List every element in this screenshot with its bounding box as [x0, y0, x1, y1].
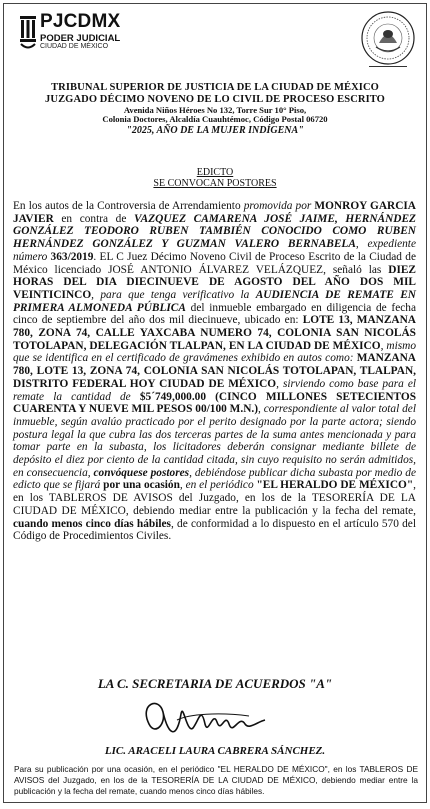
court-header — [4, 82, 426, 136]
notice-subtitle: SE CONVOCAN POSTORES — [153, 178, 277, 189]
address-line-2: Colonia Doctores, Alcaldía Cuauhtémoc, Código Postal 06720 — [102, 114, 328, 125]
call-for-bidders: convóquese postores — [93, 466, 190, 479]
body-text: promovida por — [243, 200, 312, 212]
auction-type: AUDIENCIA DE REMATE EN PRIMERA ALMONEDA PÚBLICA — [13, 288, 416, 314]
registry-description: MANZANA 780, LOTE 13, ZONA 74, COLONIA SAN NICOLÁS TOTOLAPAN, TLALPAN, DISTRITO FEDERAL HOY CIUDAD DE MÉXICO — [13, 352, 416, 390]
court-seal-icon — [360, 10, 416, 72]
property-address: LOTE 13, MANZANA 780, ZONA 74, CALLE YAXCABA NUMERO 74, COLONIA SAN NICOLÁS TOTOLAPAN, DELEGACIÓN TLALPAN, EN LA CIUDAD DE MÉXICO — [13, 314, 416, 352]
body-text: , en el periódico — [179, 479, 257, 492]
notice-heading — [4, 167, 426, 189]
body-text: , mismo que se identifica en el certificado de gravámenes exhibido en autos como: — [13, 339, 416, 365]
body-text: , de conformidad a lo dispuesto en el artículo 570 del Código de Procedimientos Civiles. — [13, 517, 416, 543]
plaintiff-name: MONROY GARCIA JAVIER — [13, 200, 417, 225]
body-text: , expediente número — [13, 238, 416, 263]
body-text: , sirviendo como base para el remate la cantidad de — [13, 377, 417, 403]
court-name: TRIBUNAL SUPERIOR DE JUSTICIA DE LA CIUDAD DE MÉXICO — [51, 82, 379, 93]
notice-title: EDICTO — [196, 167, 234, 178]
body-text: en contra de — [53, 212, 134, 225]
body-text: , para que tenga verificativo la — [91, 288, 256, 301]
publication-note: Para su publicación por una ocasión, en el periódico "EL HERALDO DE MÉXICO", en los TABLEROS DE AVISOS del Juzgado, en los de la TESORERÍA DE LA CIUDAD DE MÉXICO, debiendo mediar entre la publicación y la fecha del remate, cuando menos cinco días hábiles. — [14, 764, 418, 796]
body-text: En los autos de la Controversia de Arrendamiento — [13, 200, 244, 212]
case-number: 363/2019 — [50, 250, 94, 263]
hearing-date: DIEZ HORAS DEL DIA DIECINUEVE DE AGOSTO DEL AÑO DOS MIL VEINTICINCO — [13, 263, 416, 301]
pjcdmx-logo — [18, 12, 138, 54]
logo-name: PJCDMX — [40, 11, 121, 32]
edict-page — [3, 3, 427, 803]
body-text: , correspondiente al valor total del inmueble, según avalúo practicado por el perito designado por la parte actora; siendo postura legal la que cubra las dos terceras partes de la suma antes mencionada y para tomar parte en la subasta, los licitadores deberán consignar mediante billete de depósito el diez por ciento de la cantidad citada, sin cuyo requisito no serán admitidos, en consecuencia, — [13, 403, 416, 479]
signer-name: LIC. ARACELI LAURA CABRERA SÁNCHEZ. — [104, 745, 326, 757]
body-text: , en los TABLEROS DE AVISOS del Juzgado, en los de la TESORERÍA DE LA CIUDAD DE MÉXICO, debiendo mediar entre la publicación y la fecha del remate, — [13, 479, 416, 517]
logo-line2: CIUDAD DE MÉXICO — [40, 43, 109, 50]
body-text: , debiéndose publicar dicha subasta por medio de edicto que se fijará — [13, 466, 416, 492]
publication-frequency: por una ocasión — [103, 479, 180, 492]
judiciary-emblem-icon — [18, 13, 38, 51]
base-amount: $5´749,000.00 (CINCO MILLONES SETECIENTOS CUARENTA Y NUEVE MIL PESOS 00/100 M.N.) — [13, 390, 417, 416]
edict-body — [13, 200, 416, 543]
body-text: del inmueble embargado en diligencia de fecha cinco de septiembre del año dos mil diecinueve, ubicado en: — [13, 301, 416, 327]
logo-line1: PODER JUDICIAL — [40, 33, 121, 44]
year-slogan: "2025, AÑO DE LA MUJER INDÍGENA" — [126, 124, 304, 136]
body-text: . EL C Juez Décimo Noveno Civil de Proceso Escrito de la Ciudad de México licenciado JOSÉ ANTONIO ÁLVAREZ VELÁZQUEZ, señaló las — [13, 250, 416, 276]
court-division: JUZGADO DÉCIMO NOVENO DE LO CIVIL DE PROCESO ESCRITO — [45, 93, 385, 105]
signer-title: LA C. SECRETARIA DE ACUERDOS "A" — [97, 676, 333, 691]
address-line-1: Avenida Niños Héroes No 132, Torre Sur 10° Piso, — [123, 104, 307, 115]
business-days: cuando menos cinco días hábiles — [13, 517, 171, 530]
defendant-names: VAZQUEZ CAMARENA JOSÉ JAIME, HERNÁNDEZ GONZÁLEZ TEODORO RUBEN TAMBIÉN CONOCIDO COMO RUBEN HERNÁNDEZ GONZÁLEZ Y GUZMAN VALERO BERNABELA — [13, 212, 416, 251]
newspaper-name: "EL HERALDO DE MÉXICO" — [256, 479, 414, 492]
handwritten-signature-icon — [129, 694, 279, 744]
